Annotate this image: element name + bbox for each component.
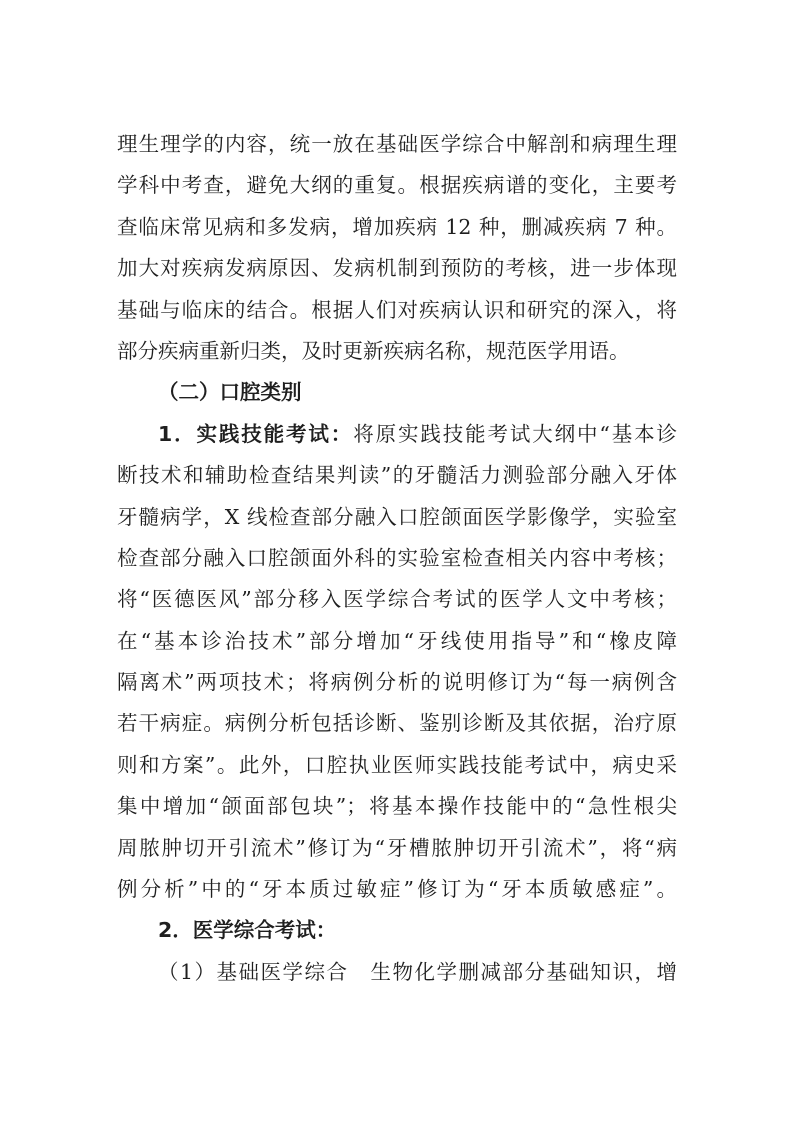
text-line: 断技术和辅助检查结果判读”的牙髓活力测验部分融入牙体 <box>117 463 677 488</box>
text-line: 将“医德医风”部分移入医学综合考试的医学人文中考核； <box>117 587 677 612</box>
text-line: 则和方案”。此外，口腔执业医师实践技能考试中，病史采 <box>117 752 677 777</box>
text-line: （1）基础医学综合 生物化学删减部分基础知识，增 <box>158 959 677 984</box>
text-line: 例分析”中的“牙本质过敏症”修订为“牙本质敏感症”。 <box>117 877 677 902</box>
text-line: 理生理学的内容，统一放在基础医学综合中解剖和病理生理 <box>117 132 677 156</box>
text-line: 部分疾病重新归类，及时更新疾病名称，规范医学用语。 <box>117 338 630 363</box>
body-text: 将原实践技能考试大纲中“基本诊 <box>353 421 677 446</box>
text-line: 在“基本诊治技术”部分增加“牙线使用指导”和“橡皮障 <box>117 628 677 653</box>
bold-lead-text: 1．实践技能考试： <box>158 421 354 446</box>
text-line: 学科中考查，避免大纲的重复。根据疾病谱的变化，主要考 <box>117 173 677 198</box>
section-heading: （二）口腔类别 <box>158 380 302 405</box>
text-line: 周脓肿切开引流术”修订为“牙槽脓肿切开引流术”，将“病 <box>117 835 677 860</box>
text-line: 基础与临床的结合。根据人们对疾病认识和研究的深入，将 <box>117 297 677 322</box>
text-line <box>117 414 677 455</box>
text-line: 检查部分融入口腔颌面外科的实验室检查相关内容中考核； <box>117 545 677 570</box>
text-line: 查临床常见病和多发病，增加疾病 12 种，删减疾病 7 种。 <box>117 214 677 239</box>
text-line: 若干病症。病例分析包括诊断、鉴别诊断及其依据，治疗原 <box>117 711 677 736</box>
document-text-block <box>117 124 677 993</box>
section-heading: 2．医学综合考试： <box>158 918 337 943</box>
text-line: 集中增加“颌面部包块”；将基本操作技能中的“急性根尖 <box>117 794 677 819</box>
text-line: 加大对疾病发病原因、发病机制到预防的考核，进一步体现 <box>117 256 677 281</box>
text-line: 隔离术”两项技术；将病例分析的说明修订为“每一病例含 <box>117 670 677 695</box>
text-line: 牙髓病学，X 线检查部分融入口腔颌面医学影像学，实验室 <box>117 504 677 529</box>
